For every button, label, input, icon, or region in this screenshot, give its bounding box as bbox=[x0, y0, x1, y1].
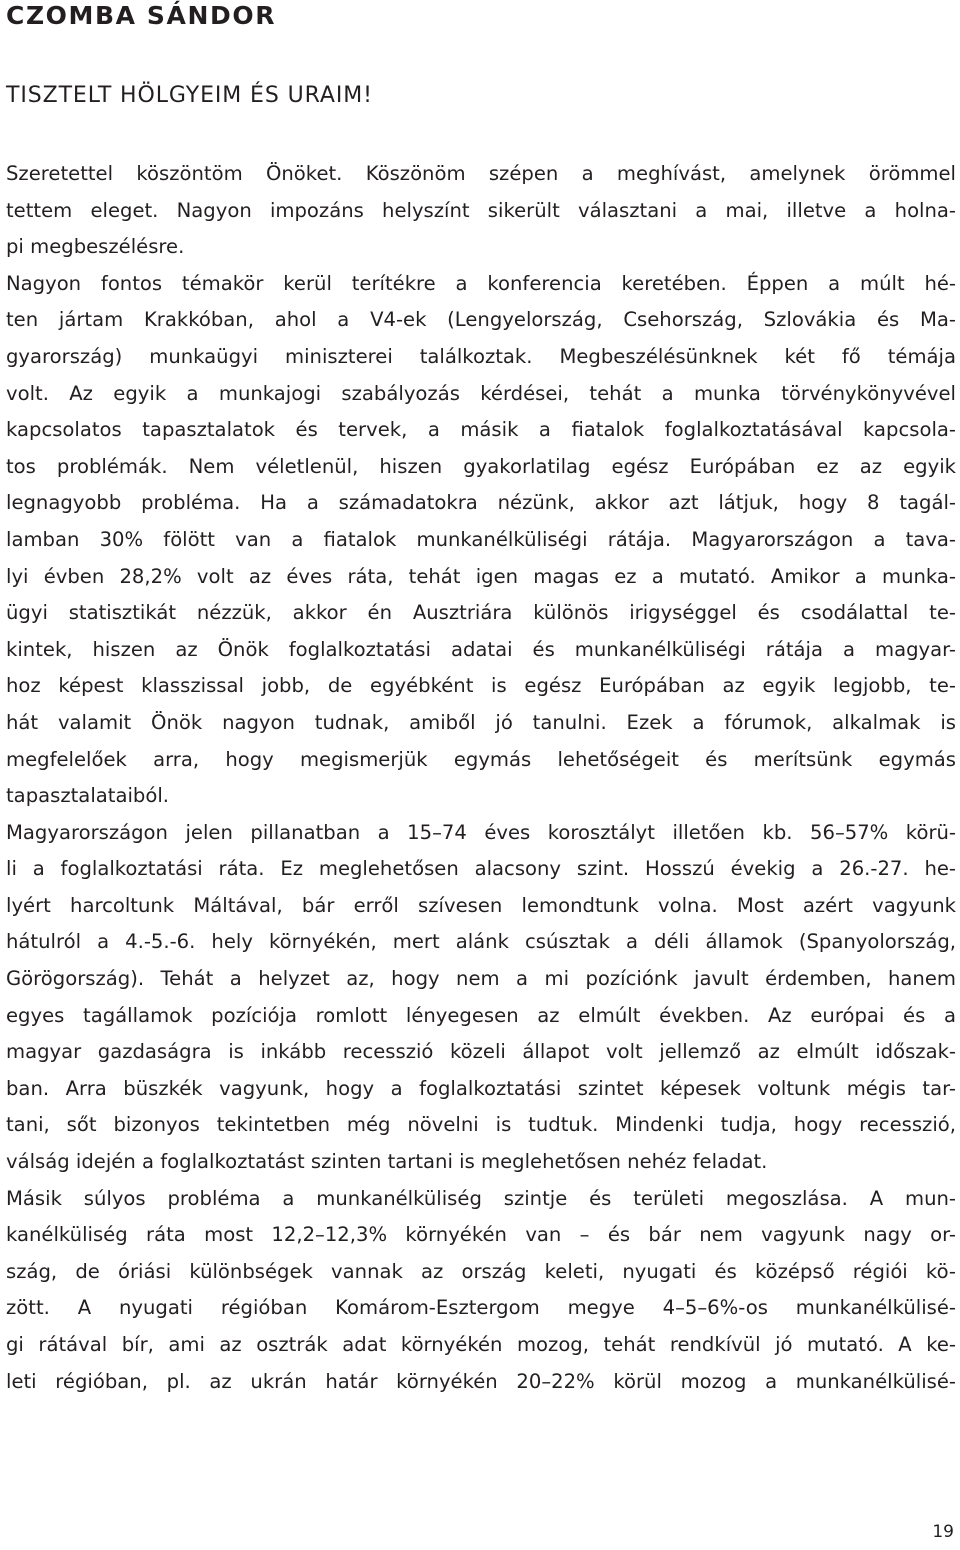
text-line: gi rátával bír, ami az osztrák adat környékén mozog, tehát rendkívül jó mutató. A ke- bbox=[6, 1333, 956, 1356]
text-line: pi megbeszélésre. bbox=[6, 235, 185, 259]
text-line: válság idején a foglalkoztatást szinten tartani is meglehetősen nehéz feladat. bbox=[6, 1150, 768, 1174]
text-line: magyar gazdaságra is inkább recesszió közeli állapot volt jellemző az elmúlt időszak- bbox=[6, 1040, 956, 1064]
text-line: volt. Az egyik a munkajogi szabályozás kérdései, tehát a munka törvénykönyvével bbox=[6, 381, 956, 405]
text-line: ügyi statisztikát nézzük, akkor én Ausztriára különös irigységgel és csodálattal te- bbox=[6, 601, 956, 625]
text-line: tapasztalataiból. bbox=[6, 784, 169, 808]
text-line: Másik súlyos probléma a munkanélküliség szintje és területi megoszlása. A mun- bbox=[6, 1186, 956, 1210]
text-line: kanélküliség ráta most 12,2–12,3% környékén van – és bár nem vagyunk nagy or- bbox=[6, 1223, 956, 1247]
text-line: ban. Arra büszkék vagyunk, hogy a foglalkoztatási szintet képesek voltunk mégis tar- bbox=[6, 1076, 956, 1100]
text-line: tettem eleget. Nagyon impozáns helyszínt sikerült választani a mai, illetve a holna- bbox=[6, 198, 956, 222]
text-line: hát valamit Önök nagyon tudnak, amiből jó tanulni. Ezek a fórumok, alkalmak is bbox=[6, 710, 956, 734]
text-line: szág, de óriási különbségek vannak az ország keleti, nyugati és középső régiói kö- bbox=[6, 1259, 956, 1283]
text-line: zött. A nyugati régióban Komárom-Esztergom megye 4–5–6%-os munkanélkülisé- bbox=[6, 1296, 956, 1320]
text-line: Görögország). Tehát a helyzet az, hogy nem a mi pozíciónk javult érdemben, hanem bbox=[6, 967, 956, 991]
text-line: ten jártam Krakkóban, ahol a V4-ek (Lengyelország, Csehország, Szlovákia és Ma- bbox=[6, 308, 956, 332]
text-line: Nagyon fontos témakör kerül terítékre a konferencia keretében. Éppen a múlt hé- bbox=[6, 271, 956, 295]
text-line: hoz képest klasszissal jobb, de egyébként is egész Európában az egyik legjobb, te- bbox=[6, 674, 956, 698]
text-line: hátulról a 4.-5.-6. hely környékén, mert alánk csúsztak a déli államok (Spanyolország, bbox=[6, 930, 956, 954]
text-line: lamban 30% fölött van a fiatalok munkanélküliségi rátája. Magyarországon a tava- bbox=[6, 527, 956, 551]
text-line: egyes tagállamok pozíciója romlott lényegesen az elmúlt években. Az európai és a bbox=[6, 1003, 956, 1027]
text-line: Magyarországon jelen pillanatban a 15–74 éves korosztályt illetően kb. 56–57% körü- bbox=[6, 820, 956, 844]
text-line: tos problémák. Nem véletlenül, hiszen gyakorlatilag egész Európában ez az egyik bbox=[6, 454, 956, 478]
text-line: gyarország) munkaügyi miniszterei találkoztak. Megbeszélésünknek két fő témája bbox=[6, 344, 956, 368]
text-line: megfelelőek arra, hogy megismerjük egymás lehetőségeit és merítsünk egymás bbox=[6, 747, 956, 771]
text-line: kapcsolatos tapasztalatok és tervek, a másik a fiatalok foglalkoztatásával kapcsola- bbox=[6, 418, 956, 442]
text-line: tani, sőt bizonyos tekintetben még növelni is tudtuk. Mindenki tudja, hogy recesszió, bbox=[6, 1113, 956, 1137]
text-line: lyi évben 28,2% volt az éves ráta, tehát igen magas ez a mutató. Amikor a munka- bbox=[6, 564, 956, 588]
body-text bbox=[6, 156, 956, 1400]
salutation: TISZTELT HÖLGYEIM ÉS URAIM! bbox=[6, 83, 373, 108]
text-line: li a foglalkoztatási ráta. Ez meglehetősen alacsony szint. Hosszú évekig a 26.-27. he- bbox=[6, 857, 956, 881]
text-line: legnagyobb probléma. Ha a számadatokra nézünk, akkor azt látjuk, hogy 8 tagál- bbox=[6, 491, 956, 515]
text-line: lyért harcoltunk Máltával, bár erről szívesen lemondtunk volna. Most azért vagyunk bbox=[6, 893, 956, 917]
text-line: Szeretettel köszöntöm Önöket. Köszönöm szépen a meghívást, amelynek örömmel bbox=[6, 162, 956, 185]
page-number: 19 bbox=[932, 1522, 954, 1542]
author-heading: CZOMBA SÁNDOR bbox=[6, 1, 277, 30]
text-line: leti régióban, pl. az ukrán határ környékén 20–22% körül mozog a munkanélkülisé- bbox=[6, 1369, 956, 1393]
text-line: kintek, hiszen az Önök foglalkoztatási adatai és munkanélküliségi rátája a magyar- bbox=[6, 637, 956, 661]
